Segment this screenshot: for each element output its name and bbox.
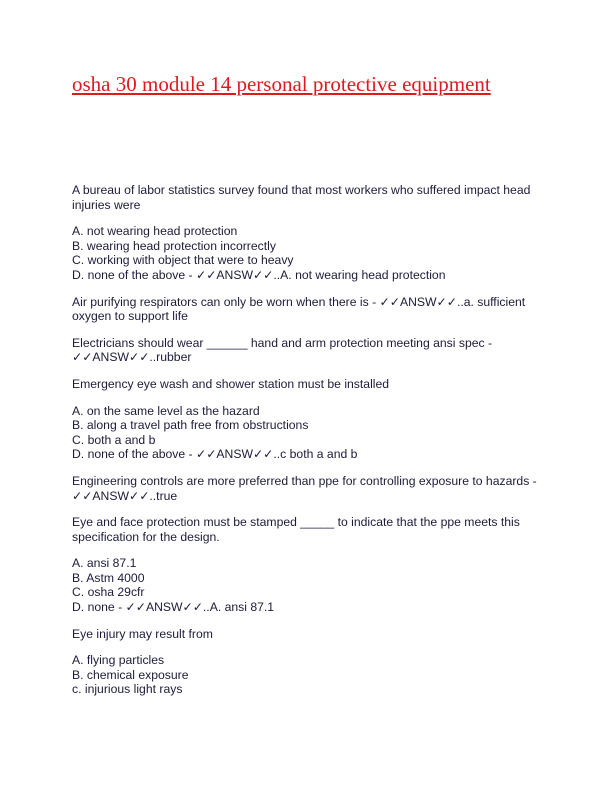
text-line: B. wearing head protection incorrectly xyxy=(72,238,276,253)
text-line: A. flying particles xyxy=(72,653,165,668)
text-line: C. osha 29cfr xyxy=(72,585,145,600)
text-line: A. not wearing head protection xyxy=(72,224,238,239)
text-line: A. on the same level as the hazard xyxy=(72,403,260,418)
text-line: B. Astm 4000 xyxy=(72,570,145,585)
qa-block xyxy=(72,377,540,392)
text-line: specification for the design. xyxy=(72,529,220,544)
text-line: oxygen to support life xyxy=(72,309,188,324)
qa-content xyxy=(72,183,540,709)
text-line: Engineering controls are more preferred than ppe for controlling exposure to hazards - xyxy=(72,473,537,488)
text-line: ✓✓ANSW✓✓..rubber xyxy=(72,350,192,365)
text-line: Air purifying respirators can only be worn when there is - ✓✓ANSW✓✓..a. sufficient xyxy=(72,294,526,309)
text-line: D. none of the above - ✓✓ANSW✓✓..A. not wearing head protection xyxy=(72,267,446,282)
qa-block xyxy=(72,295,540,324)
qa-block xyxy=(72,627,540,642)
qa-block xyxy=(72,336,540,365)
text-line: ✓✓ANSW✓✓..true xyxy=(72,488,178,503)
qa-block xyxy=(72,515,540,544)
qa-block xyxy=(72,556,540,614)
text-line: C. working with object that were to heavy xyxy=(72,253,294,268)
qa-block xyxy=(72,404,540,462)
text-line: Eye and face protection must be stamped _____ to indicate that the ppe meets this xyxy=(72,515,520,530)
text-line: Electricians should wear ______ hand and arm protection meeting ansi spec - xyxy=(72,335,493,350)
qa-block xyxy=(72,224,540,282)
text-line: Emergency eye wash and shower station must be installed xyxy=(72,376,390,391)
qa-block xyxy=(72,474,540,503)
text-line: D. none of the above - ✓✓ANSW✓✓..c both a and b xyxy=(72,447,358,462)
text-line: D. none - ✓✓ANSW✓✓..A. ansi 87.1 xyxy=(72,600,275,615)
text-line: B. along a travel path free from obstructions xyxy=(72,418,309,433)
text-line: injuries were xyxy=(72,197,141,212)
text-line: A. ansi 87.1 xyxy=(72,556,137,571)
qa-block xyxy=(72,183,540,212)
text-line: Eye injury may result from xyxy=(72,626,213,641)
text-line: C. both a and b xyxy=(72,432,156,447)
text-line: c. injurious light rays xyxy=(72,682,183,697)
page-title: osha 30 module 14 personal protective equipment xyxy=(72,72,491,96)
text-line: A bureau of labor statistics survey found that most workers who suffered impact head xyxy=(72,183,531,197)
text-line: B. chemical exposure xyxy=(72,667,189,682)
qa-block xyxy=(72,653,540,697)
